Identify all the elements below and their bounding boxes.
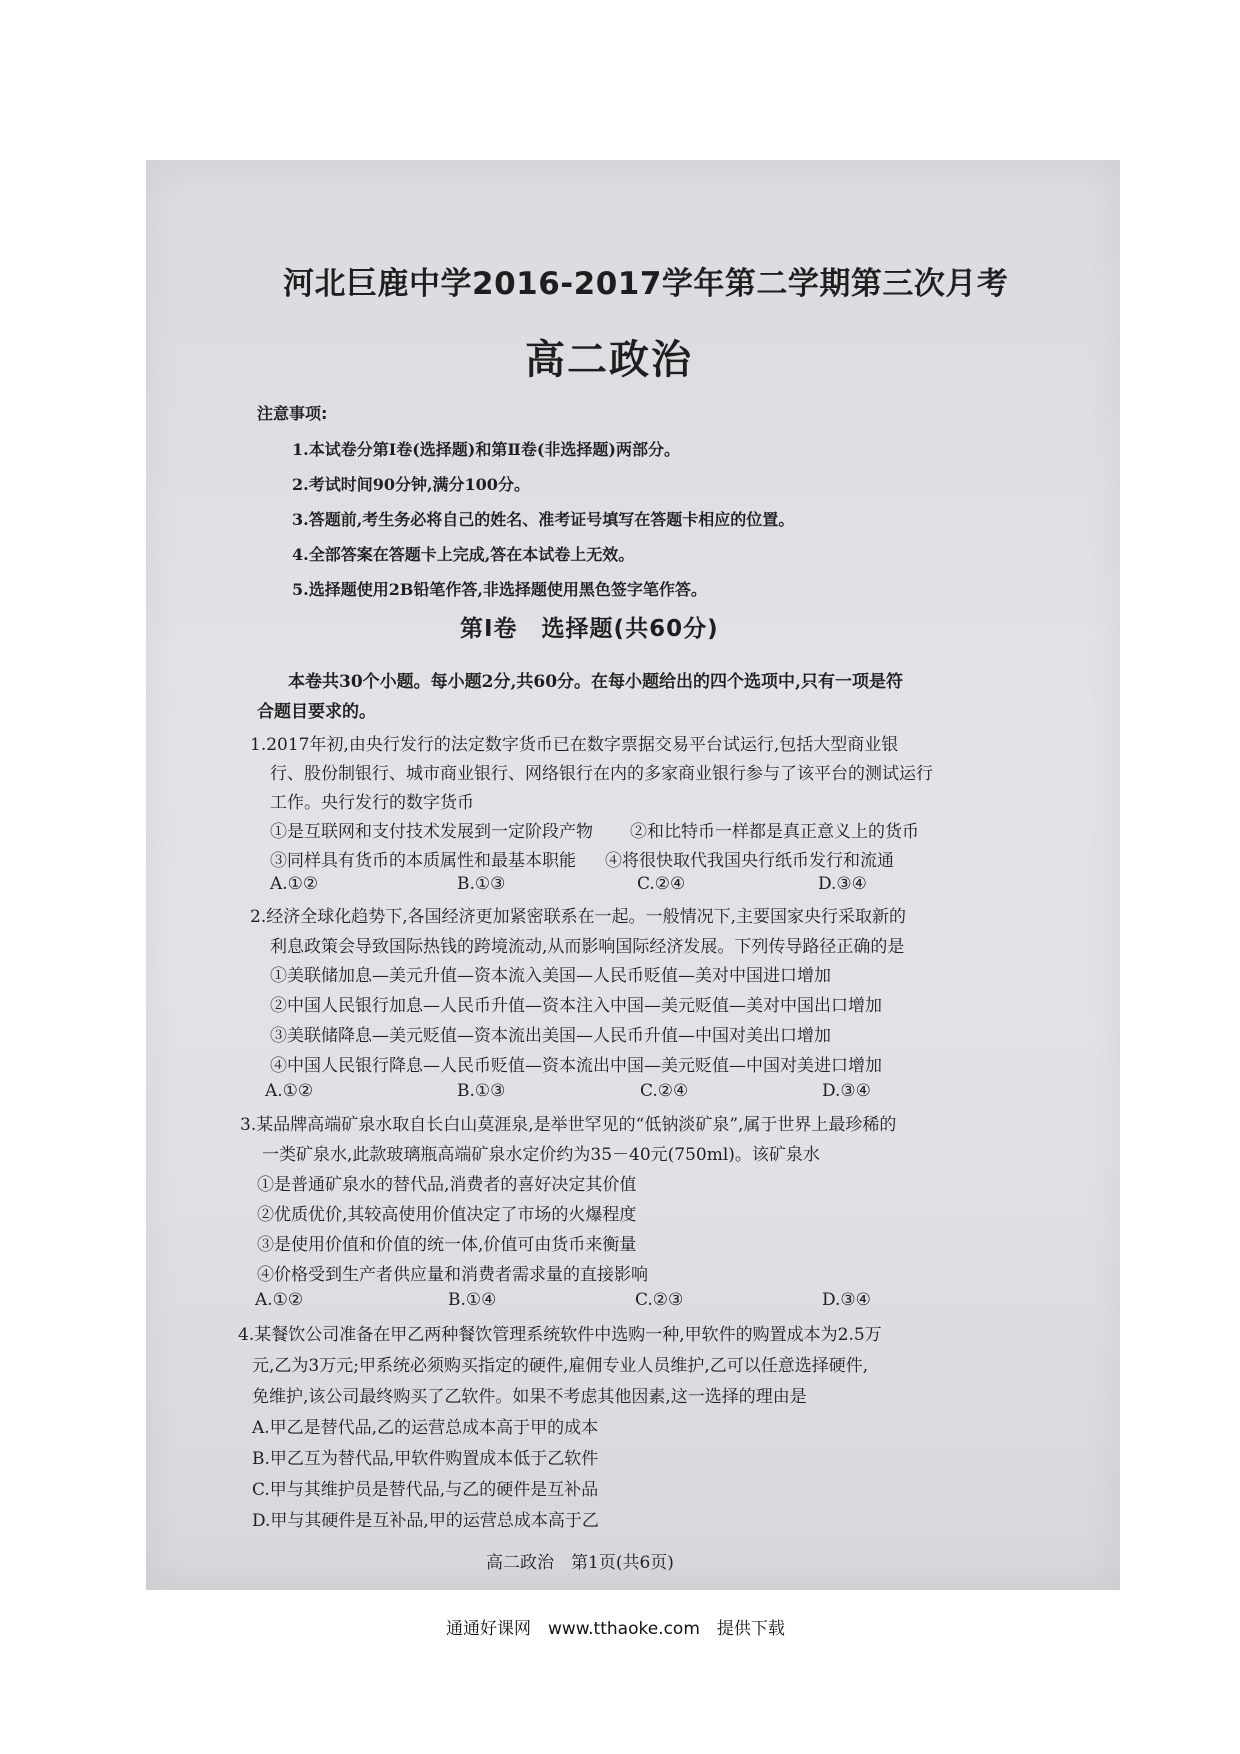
site-credit: 通通好课网 www.tthaoke.com 提供下载 — [446, 1619, 785, 1639]
question-4-choice-a: A.甲乙是替代品,乙的运营总成本高于甲的成本 — [252, 1418, 599, 1438]
question-4-choice-b: B.甲乙互为替代品,甲软件购置成本低于乙软件 — [252, 1449, 599, 1469]
question-1-choice-d: D.③④ — [818, 874, 867, 894]
question-3-option: ④价格受到生产者供应量和消费者需求量的直接影响 — [257, 1265, 648, 1285]
question-2-option: ①美联储加息—美元升值—资本流入美国—人民币贬值—美对中国进口增加 — [270, 966, 831, 986]
question-2-option: ③美联储降息—美元贬值—资本流出美国—人民币升值—中国对美出口增加 — [270, 1026, 831, 1046]
question-3-choice-b: B.①④ — [448, 1290, 497, 1310]
question-3-choice-d: D.③④ — [822, 1290, 871, 1310]
exam-title: 河北巨鹿中学2016-2017学年第二学期第三次月考 — [283, 266, 1009, 302]
section-instructions: 合题目要求的。 — [257, 702, 376, 722]
question-3-option: ①是普通矿泉水的替代品,消费者的喜好决定其价值 — [257, 1175, 637, 1195]
section-title: 第Ⅰ卷 选择题(共60分) — [460, 616, 719, 642]
question-3-option: ②优质优价,其较高使用价值决定了市场的火爆程度 — [257, 1205, 637, 1225]
question-1-stem: 1.2017年初,由央行发行的法定数字货币已在数字票据交易平台试运行,包括大型商业银 — [250, 735, 899, 755]
page-footer: 高二政治 第1页(共6页) — [486, 1553, 674, 1573]
question-1-option: ②和比特币一样都是真正意义上的货币 — [630, 822, 919, 842]
notice-item: 2.考试时间90分钟,满分100分。 — [292, 475, 530, 494]
exam-subject: 高二政治 — [525, 337, 693, 383]
question-1-option: ①是互联网和支付技术发展到一定阶段产物 — [270, 822, 593, 842]
notice-item: 4.全部答案在答题卡上完成,答在本试卷上无效。 — [292, 545, 635, 564]
question-4-choice-c: C.甲与其维护员是替代品,与乙的硬件是互补品 — [252, 1480, 599, 1500]
question-1-choice-a: A.①② — [270, 874, 319, 894]
section-instructions: 本卷共30个小题。每小题2分,共60分。在每小题给出的四个选项中,只有一项是符 — [288, 672, 903, 692]
question-3-stem: 一类矿泉水,此款玻璃瓶高端矿泉水定价约为35－40元(750ml)。该矿泉水 — [262, 1145, 820, 1165]
question-2-choice-b: B.①③ — [457, 1081, 506, 1101]
notice-item: 5.选择题使用2B铅笔作答,非选择题使用黑色签字笔作答。 — [292, 580, 707, 599]
question-3-choice-c: C.②③ — [635, 1290, 684, 1310]
question-1-option: ④将很快取代我国央行纸币发行和流通 — [605, 851, 894, 871]
question-3-stem: 3.某品牌高端矿泉水取自长白山莫涯泉,是举世罕见的“低钠淡矿泉”,属于世界上最珍稀的 — [240, 1115, 897, 1135]
question-2-option: ④中国人民银行降息—人民币贬值—资本流出中国—美元贬值—中国对美进口增加 — [270, 1056, 882, 1076]
question-4-stem: 免维护,该公司最终购买了乙软件。如果不考虑其他因素,这一选择的理由是 — [252, 1387, 807, 1407]
notice-title: 注意事项: — [257, 404, 328, 423]
question-3-choice-a: A.①② — [255, 1290, 304, 1310]
question-2-option: ②中国人民银行加息—人民币升值—资本注入中国—美元贬值—美对中国出口增加 — [270, 996, 882, 1016]
question-1-stem: 行、股份制银行、城市商业银行、网络银行在内的多家商业银行参与了该平台的测试运行 — [270, 764, 933, 784]
notice-item: 1.本试卷分第Ⅰ卷(选择题)和第Ⅱ卷(非选择题)两部分。 — [292, 440, 680, 459]
question-4-stem: 4.某餐饮公司准备在甲乙两种餐饮管理系统软件中选购一种,甲软件的购置成本为2.5万 — [238, 1325, 882, 1345]
question-4-choice-d: D.甲与其硬件是互补品,甲的运营总成本高于乙 — [252, 1511, 599, 1531]
question-2-choice-d: D.③④ — [822, 1081, 871, 1101]
question-2-stem: 利息政策会导致国际热钱的跨境流动,从而影响国际经济发展。下列传导路径正确的是 — [270, 937, 905, 957]
question-2-stem: 2.经济全球化趋势下,各国经济更加紧密联系在一起。一般情况下,主要国家央行采取新的 — [250, 907, 907, 927]
question-2-choice-c: C.②④ — [640, 1081, 689, 1101]
question-1-option: ③同样具有货币的本质属性和最基本职能 — [270, 851, 576, 871]
question-1-choice-c: C.②④ — [637, 874, 686, 894]
question-3-option: ③是使用价值和价值的统一体,价值可由货币来衡量 — [257, 1235, 637, 1255]
notice-item: 3.答题前,考生务必将自己的姓名、准考证号填写在答题卡相应的位置。 — [292, 510, 795, 529]
question-2-choice-a: A.①② — [265, 1081, 314, 1101]
question-1-stem: 工作。央行发行的数字货币 — [270, 793, 474, 813]
question-1-choice-b: B.①③ — [457, 874, 506, 894]
question-4-stem: 元,乙为3万元;甲系统必须购买指定的硬件,雇佣专业人员维护,乙可以任意选择硬件, — [252, 1356, 869, 1376]
